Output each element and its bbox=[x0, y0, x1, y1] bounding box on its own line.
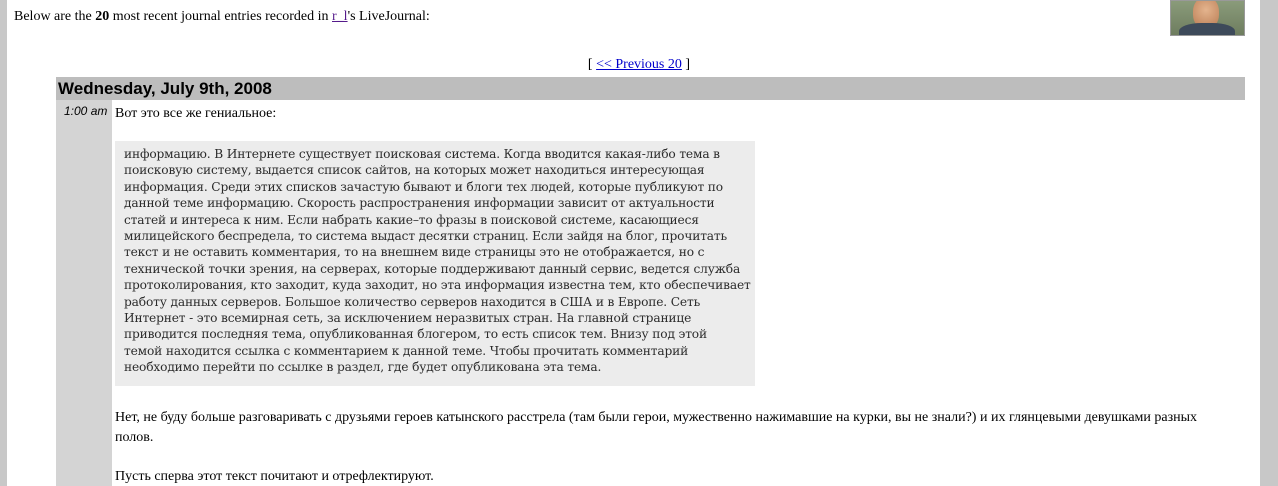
scan-text-line: статей и интереса к ним. Если набрать какие–то фразы в поисковой системе, касающиеся bbox=[124, 212, 699, 227]
scan-text-line: протоколирования, кто заходит, куда заходит, но эта информация известна тем, кто обеспечивает bbox=[124, 278, 751, 293]
journal-header-text bbox=[14, 9, 430, 25]
scan-text-line: необходимо перейти по ссылке в раздел, где будет опубликована эта тема. bbox=[124, 360, 602, 375]
username-link[interactable]: r_l bbox=[332, 9, 348, 24]
day-date: Wednesday, July 9th, 2008 bbox=[58, 79, 272, 98]
pagination-nav bbox=[0, 57, 1278, 73]
header-text-after-username: 's LiveJournal: bbox=[347, 9, 430, 24]
scan-text-line: данной теме информацию. Скорость распространения информации зависит от актуальности bbox=[124, 196, 715, 211]
header-text-after-count: most recent journal entries recorded in bbox=[109, 9, 332, 24]
scanned-document-image bbox=[115, 141, 755, 386]
scan-text-line: информация. Среди этих списков зачастую бывают и блоги тех людей, которые публикуют по bbox=[124, 179, 723, 194]
entry-intro: Вот это все же гениальное: bbox=[115, 106, 277, 121]
entry-paragraph-1: Нет, не буду больше разговаривать с друзьями героев катынского расстрела (там были герои, мужественно нажимавшие на курки, вы не знали?) и их глянцевыми девушками разных полов. bbox=[115, 410, 1198, 445]
user-avatar[interactable] bbox=[1170, 0, 1245, 36]
scan-text-line: милицейского беспредела, то система выдаст десятки страниц. Если зайдя на блог, прочитать bbox=[124, 229, 727, 244]
scan-text-line: темой находится ссылка с комментарием к данной теме. Чтобы прочитать комментарий bbox=[124, 343, 689, 358]
time-column bbox=[56, 100, 112, 486]
nav-close-bracket: ] bbox=[681, 57, 691, 72]
entry-count: 20 bbox=[95, 9, 110, 24]
avatar-shirt bbox=[1179, 23, 1235, 36]
scan-text-line: Интернет - это всемирная сеть, за исключением неразвитых стран. На главной странице bbox=[124, 311, 692, 326]
day-header bbox=[56, 77, 1245, 100]
scan-text-line: работу данных серверов. Большое количество серверов находится в США и в Европе. Сеть bbox=[124, 294, 701, 309]
entry-time[interactable]: 1:00 am bbox=[64, 104, 108, 118]
scan-text-line: текст и не оставить комментария, то на внешнем виде страницы это не отображается, но с bbox=[124, 245, 705, 260]
header-text-before-count: Below are the bbox=[14, 9, 96, 24]
entry-paragraph-2: Пусть сперва этот текст почитают и отрефлектируют. bbox=[115, 469, 434, 484]
nav-open-bracket: [ bbox=[587, 57, 597, 72]
scan-text-line: поисковую систему, выдается список сайтов, на которых может находиться интересующая bbox=[124, 163, 705, 178]
scan-text-line: приводится последняя тема, опубликованная блогером, то есть список тем. Внизу под этой bbox=[124, 327, 707, 342]
previous-20-link[interactable]: << Previous 20 bbox=[596, 57, 682, 72]
scan-text-line: технической точки зрения, на серверах, которые поддерживают данный сервис, ведется служба bbox=[124, 261, 741, 276]
scan-text-line: информацию. В Интернете существует поисковая система. Когда вводится какая-либо тема в bbox=[124, 147, 720, 161]
